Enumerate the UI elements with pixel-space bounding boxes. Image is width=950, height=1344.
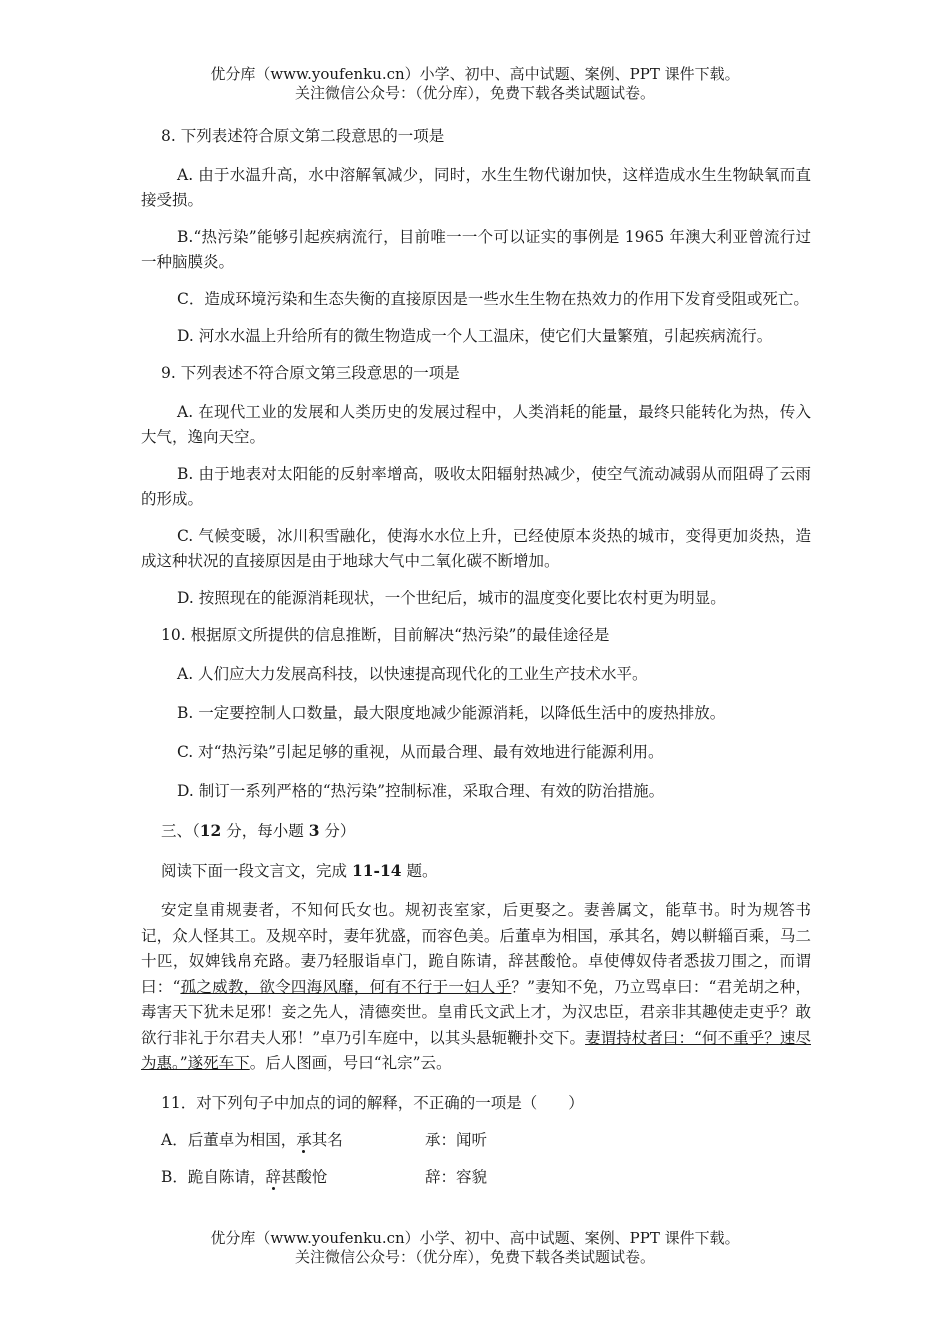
instruction-suffix: 题。	[401, 862, 438, 880]
section-3-suffix: 分）	[319, 822, 356, 840]
question-10-stem: 10. 根据原文所提供的信息推断，目前解决“热污染”的最佳途径是	[161, 626, 610, 644]
question-9-option-b: B. 由于地表对太阳能的反射率增高，吸收太阳辐射热减少，使空气流动减弱从而阻碍了云雨的形成。	[141, 465, 811, 508]
header-line-1: 优分库（www.youfenku.cn）小学、初中、高中试题、案例、PPT 课件下载。	[210, 65, 740, 83]
question-9-option-a: A. 在现代工业的发展和人类历史的发展过程中，人类消耗的能量，最终只能转化为热，传入大气，逸向天空。	[141, 403, 811, 446]
footer-line-1: 优分库（www.youfenku.cn）小学、初中、高中试题、案例、PPT 课件下载。	[210, 1229, 740, 1247]
passage-part-2: ？”妻知不免，乃立骂卓曰：“君羌胡之种，毒害天下犹未足邪！妾之先人，清德奕世。皇甫氏文武上才，为汉忠臣，君亲非其趣使走吏乎？敢欲行非礼于尔君夫人邪！”卓乃引车庭中，以其头悬轭鞭扑交下。	[141, 977, 811, 1047]
option-b-sentence	[161, 1165, 425, 1190]
question-10-option-d: D. 制订一系列严格的“热污染”控制标准，采取合理、有效的防治措施。	[177, 782, 665, 800]
passage-part-1: 安定皇甫规妻者，不知何氏女也。规初丧室家，后更娶之。妻善属文，能草书。时为规答书记，众人怪其工。及规卒时，妻年犹盛，而容色美。后董卓为相国，承其名，娉以軿辎百乘，马二十匹，奴婢钱帛充路。妻乃轻服诣卓门，跪自陈请，辞甚酸怆。卓使傅奴侍者悉拔刀围之，而谓曰：“	[141, 901, 811, 996]
question-10-option-b: B. 一定要控制人口数量，最大限度地减少能源消耗，以降低生活中的废热排放。	[177, 704, 726, 722]
question-10-option-c: C. 对“热污染”引起足够的重视，从而最合理、最有效地进行能源利用。	[177, 743, 664, 761]
section-3-prefix: 三、（	[161, 822, 200, 840]
passage-underlined-2: 妻谓持杖者曰：“何不重乎？速尽为惠。”遂死车下	[141, 1028, 811, 1072]
option-b-dotted-word: 辞	[265, 1167, 281, 1186]
classical-passage	[141, 898, 811, 1077]
question-10-option-a: A. 人们应大力发展高科技，以快速提高现代化的工业生产技术水平。	[177, 665, 648, 683]
instruction-prefix: 阅读下面一段文言文，完成	[161, 862, 352, 880]
option-a-label: A．后董卓为相国，	[161, 1130, 297, 1149]
reading-instruction	[161, 858, 811, 884]
question-11-option-a	[161, 1128, 811, 1153]
question-8-option-b: B.“热污染”能够引起疾病流行，目前唯一一个可以证实的事例是 1965 年澳大利亚曾流行过一种脑膜炎。	[141, 228, 811, 271]
question-9-option-c: C. 气候变暖，冰川积雪融化，使海水水位上升，已经使原本炎热的城市，变得更加炎热，造成这种状况的直接原因是由于地球大气中二氧化碳不断增加。	[141, 527, 811, 570]
question-8-option-c: C．造成环境污染和生态失衡的直接原因是一些水生生物在热效力的作用下发育受阻或死亡。	[177, 290, 809, 308]
option-b-explanation: 辞：容貌	[425, 1167, 488, 1186]
page-footer	[0, 1229, 950, 1267]
option-a-rest: 其名	[311, 1130, 343, 1149]
question-9-stem: 9. 下列表述不符合原文第三段意思的一项是	[161, 364, 460, 382]
question-8-option-d: D. 河水水温上升给所有的微生物造成一个人工温床，使它们大量繁殖，引起疾病流行。	[177, 327, 773, 345]
section-3-mid: 分，每小题	[221, 822, 309, 840]
question-11-option-b	[161, 1165, 811, 1190]
option-b-rest: 甚酸怆	[280, 1167, 328, 1186]
section-3-score: 12	[199, 821, 222, 840]
passage-part-3: 。后人图画，号曰“礼宗”云。	[249, 1054, 452, 1072]
option-a-dotted-word: 承	[296, 1130, 312, 1149]
passage-underlined-1: 孤之威教，欲令四海风靡，何有不行于一妇人乎	[180, 977, 512, 996]
option-b-label: B．跪自陈请，	[161, 1167, 266, 1186]
document-body	[141, 124, 811, 1202]
footer-line-2: 关注微信公众号：（优分库），免费下载各类试题试卷。	[294, 1248, 655, 1266]
section-3-each: 3	[308, 821, 320, 840]
header-line-2: 关注微信公众号：（优分库），免费下载各类试题试卷。	[294, 84, 655, 102]
section-3-heading	[161, 818, 811, 844]
page-header	[0, 65, 950, 103]
question-11-stem: 11．对下列句子中加点的词的解释，不正确的一项是（ ）	[161, 1093, 584, 1112]
question-8-stem: 8. 下列表述符合原文第二段意思的一项是	[161, 127, 445, 145]
option-a-sentence	[161, 1128, 425, 1153]
question-9-option-d: D. 按照现在的能源消耗现状，一个世纪后，城市的温度变化要比农村更为明显。	[177, 589, 726, 607]
option-a-explanation: 承：闻听	[425, 1130, 488, 1149]
instruction-range: 11-14	[351, 861, 402, 880]
question-8-option-a: A. 由于水温升高，水中溶解氧减少，同时，水生生物代谢加快，这样造成水生生物缺氧而直接受损。	[141, 166, 811, 209]
